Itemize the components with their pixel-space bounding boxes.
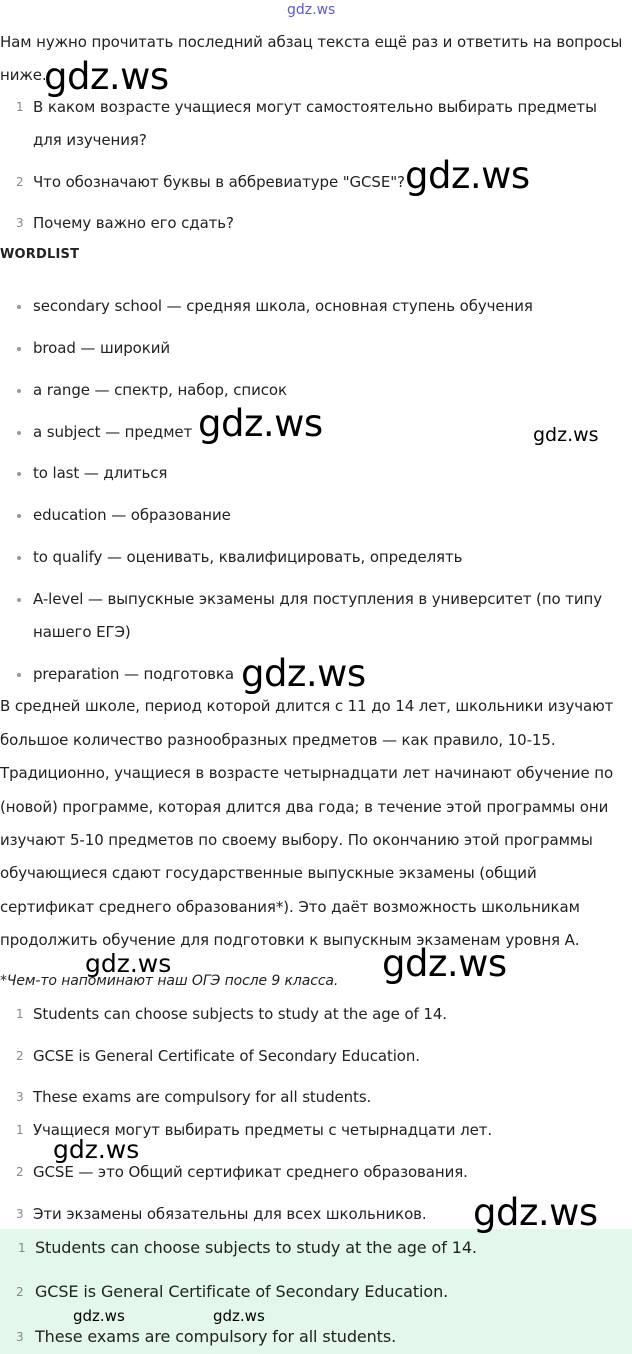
answer-highlight-3-number: 3 [16, 1330, 24, 1344]
wordlist-item: to last — длиться [33, 464, 168, 482]
watermark: gdz.ws [405, 154, 530, 197]
wordlist-item: secondary school — средняя школа, основная ступень обучения [33, 297, 533, 315]
wordlist-item-line-2: нашего ЕГЭ) [33, 623, 131, 641]
wordlist-item: broad — широкий [33, 339, 171, 357]
watermark: gdz.ws [213, 1307, 265, 1325]
watermark: gdz.ws [198, 402, 323, 445]
watermark: gdz.ws [533, 424, 599, 446]
answer-ru-1-number: 1 [16, 1123, 24, 1137]
wordlist-item: education — образование [33, 506, 231, 524]
bullet-icon [17, 556, 21, 560]
watermark: gdz.ws [382, 942, 507, 985]
watermark: gdz.ws [241, 652, 366, 695]
answer-en-3-number: 3 [16, 1090, 24, 1104]
paragraph-line: (новой) программе, которая длится два года; в течение этой программы они [0, 798, 609, 816]
wordlist-item: to qualify — оценивать, квалифицировать, определять [33, 548, 463, 566]
watermark: gdz.ws [85, 949, 172, 978]
answer-en-2-number: 2 [16, 1049, 24, 1063]
answer-ru-2: GCSE — это Общий сертификат среднего образования. [33, 1163, 468, 1181]
watermark: gdz.ws [53, 1135, 140, 1164]
bullet-icon [17, 673, 21, 677]
wordlist-heading: WORDLIST [0, 247, 80, 262]
wordlist-item-line-1: A-level — выпускные экзамены для поступления в университет (по типу [33, 590, 603, 608]
footnote: *Чем-то напоминают наш ОГЭ после 9 класса. [0, 973, 339, 989]
paragraph-line: В средней школе, период которой длится с 11 до 14 лет, школьники изучают [0, 697, 614, 715]
answer-ru-1: Учащиеся могут выбирать предметы с четырнадцати лет. [33, 1121, 493, 1139]
answer-ru-2-number: 2 [16, 1165, 24, 1179]
intro-line-2: ниже. [0, 66, 47, 84]
answer-highlight-2-number: 2 [16, 1285, 24, 1299]
watermark: gdz.ws [73, 1307, 125, 1325]
site-watermark-top: gdz.ws [287, 2, 336, 18]
bullet-icon [17, 389, 21, 393]
watermark: gdz.ws [473, 1191, 598, 1234]
question-2-number: 2 [16, 175, 24, 189]
answer-ru-3-number: 3 [16, 1207, 24, 1221]
wordlist-item: preparation — подготовка [33, 665, 234, 683]
bullet-icon [17, 598, 21, 602]
bullet-icon [17, 472, 21, 476]
question-1-number: 1 [16, 100, 24, 114]
question-2-text: Что обозначают буквы в аббревиатуре "GCSE"? [33, 173, 405, 191]
question-3-text: Почему важно его сдать? [33, 214, 234, 232]
bullet-icon [17, 514, 21, 518]
question-1-line-2: для изучения? [33, 131, 147, 149]
bullet-icon [17, 347, 21, 351]
paragraph-line: изучают 5-10 предметов по своему выбору. По окончанию этой программы [0, 831, 593, 849]
answer-en-3: These exams are compulsory for all students. [33, 1088, 372, 1106]
paragraph-line: обучающиеся сдают государственные выпускные экзамены (общий [0, 864, 537, 882]
answer-en-1: Students can choose subjects to study at the age of 14. [33, 1005, 447, 1023]
watermark: gdz.ws [44, 55, 169, 98]
paragraph-line: сертификат среднего образования*). Это даёт возможность школьникам [0, 898, 580, 916]
answer-highlight-1-number: 1 [18, 1241, 26, 1255]
question-3-number: 3 [16, 216, 24, 230]
wordlist-item: a range — спектр, набор, список [33, 381, 287, 399]
wordlist-item: a subject — предмет [33, 423, 193, 441]
question-1-line-1: В каком возрасте учащиеся могут самостоятельно выбирать предметы [33, 98, 597, 116]
answer-en-1-number: 1 [16, 1007, 24, 1021]
answer-highlight-1: Students can choose subjects to study at the age of 14. [35, 1238, 477, 1257]
answer-highlight-2: GCSE is General Certificate of Secondary Education. [35, 1282, 449, 1301]
paragraph-line: продолжить обучение для подготовки к выпускным экзаменам уровня А. [0, 931, 580, 949]
answer-en-2: GCSE is General Certificate of Secondary Education. [33, 1047, 420, 1065]
answer-ru-3: Эти экзамены обязательны для всех школьников. [33, 1205, 427, 1223]
answer-highlight-3: These exams are compulsory for all students. [35, 1327, 397, 1346]
paragraph-line: большое количество разнообразных предметов — как правило, 10-15. [0, 731, 556, 749]
paragraph-line: Традиционно, учащиеся в возрасте четырнадцати лет начинают обучение по [0, 764, 614, 782]
bullet-icon [17, 431, 21, 435]
bullet-icon [17, 305, 21, 309]
intro-line-1: Нам нужно прочитать последний абзац текста ещё раз и ответить на вопросы [0, 33, 623, 51]
